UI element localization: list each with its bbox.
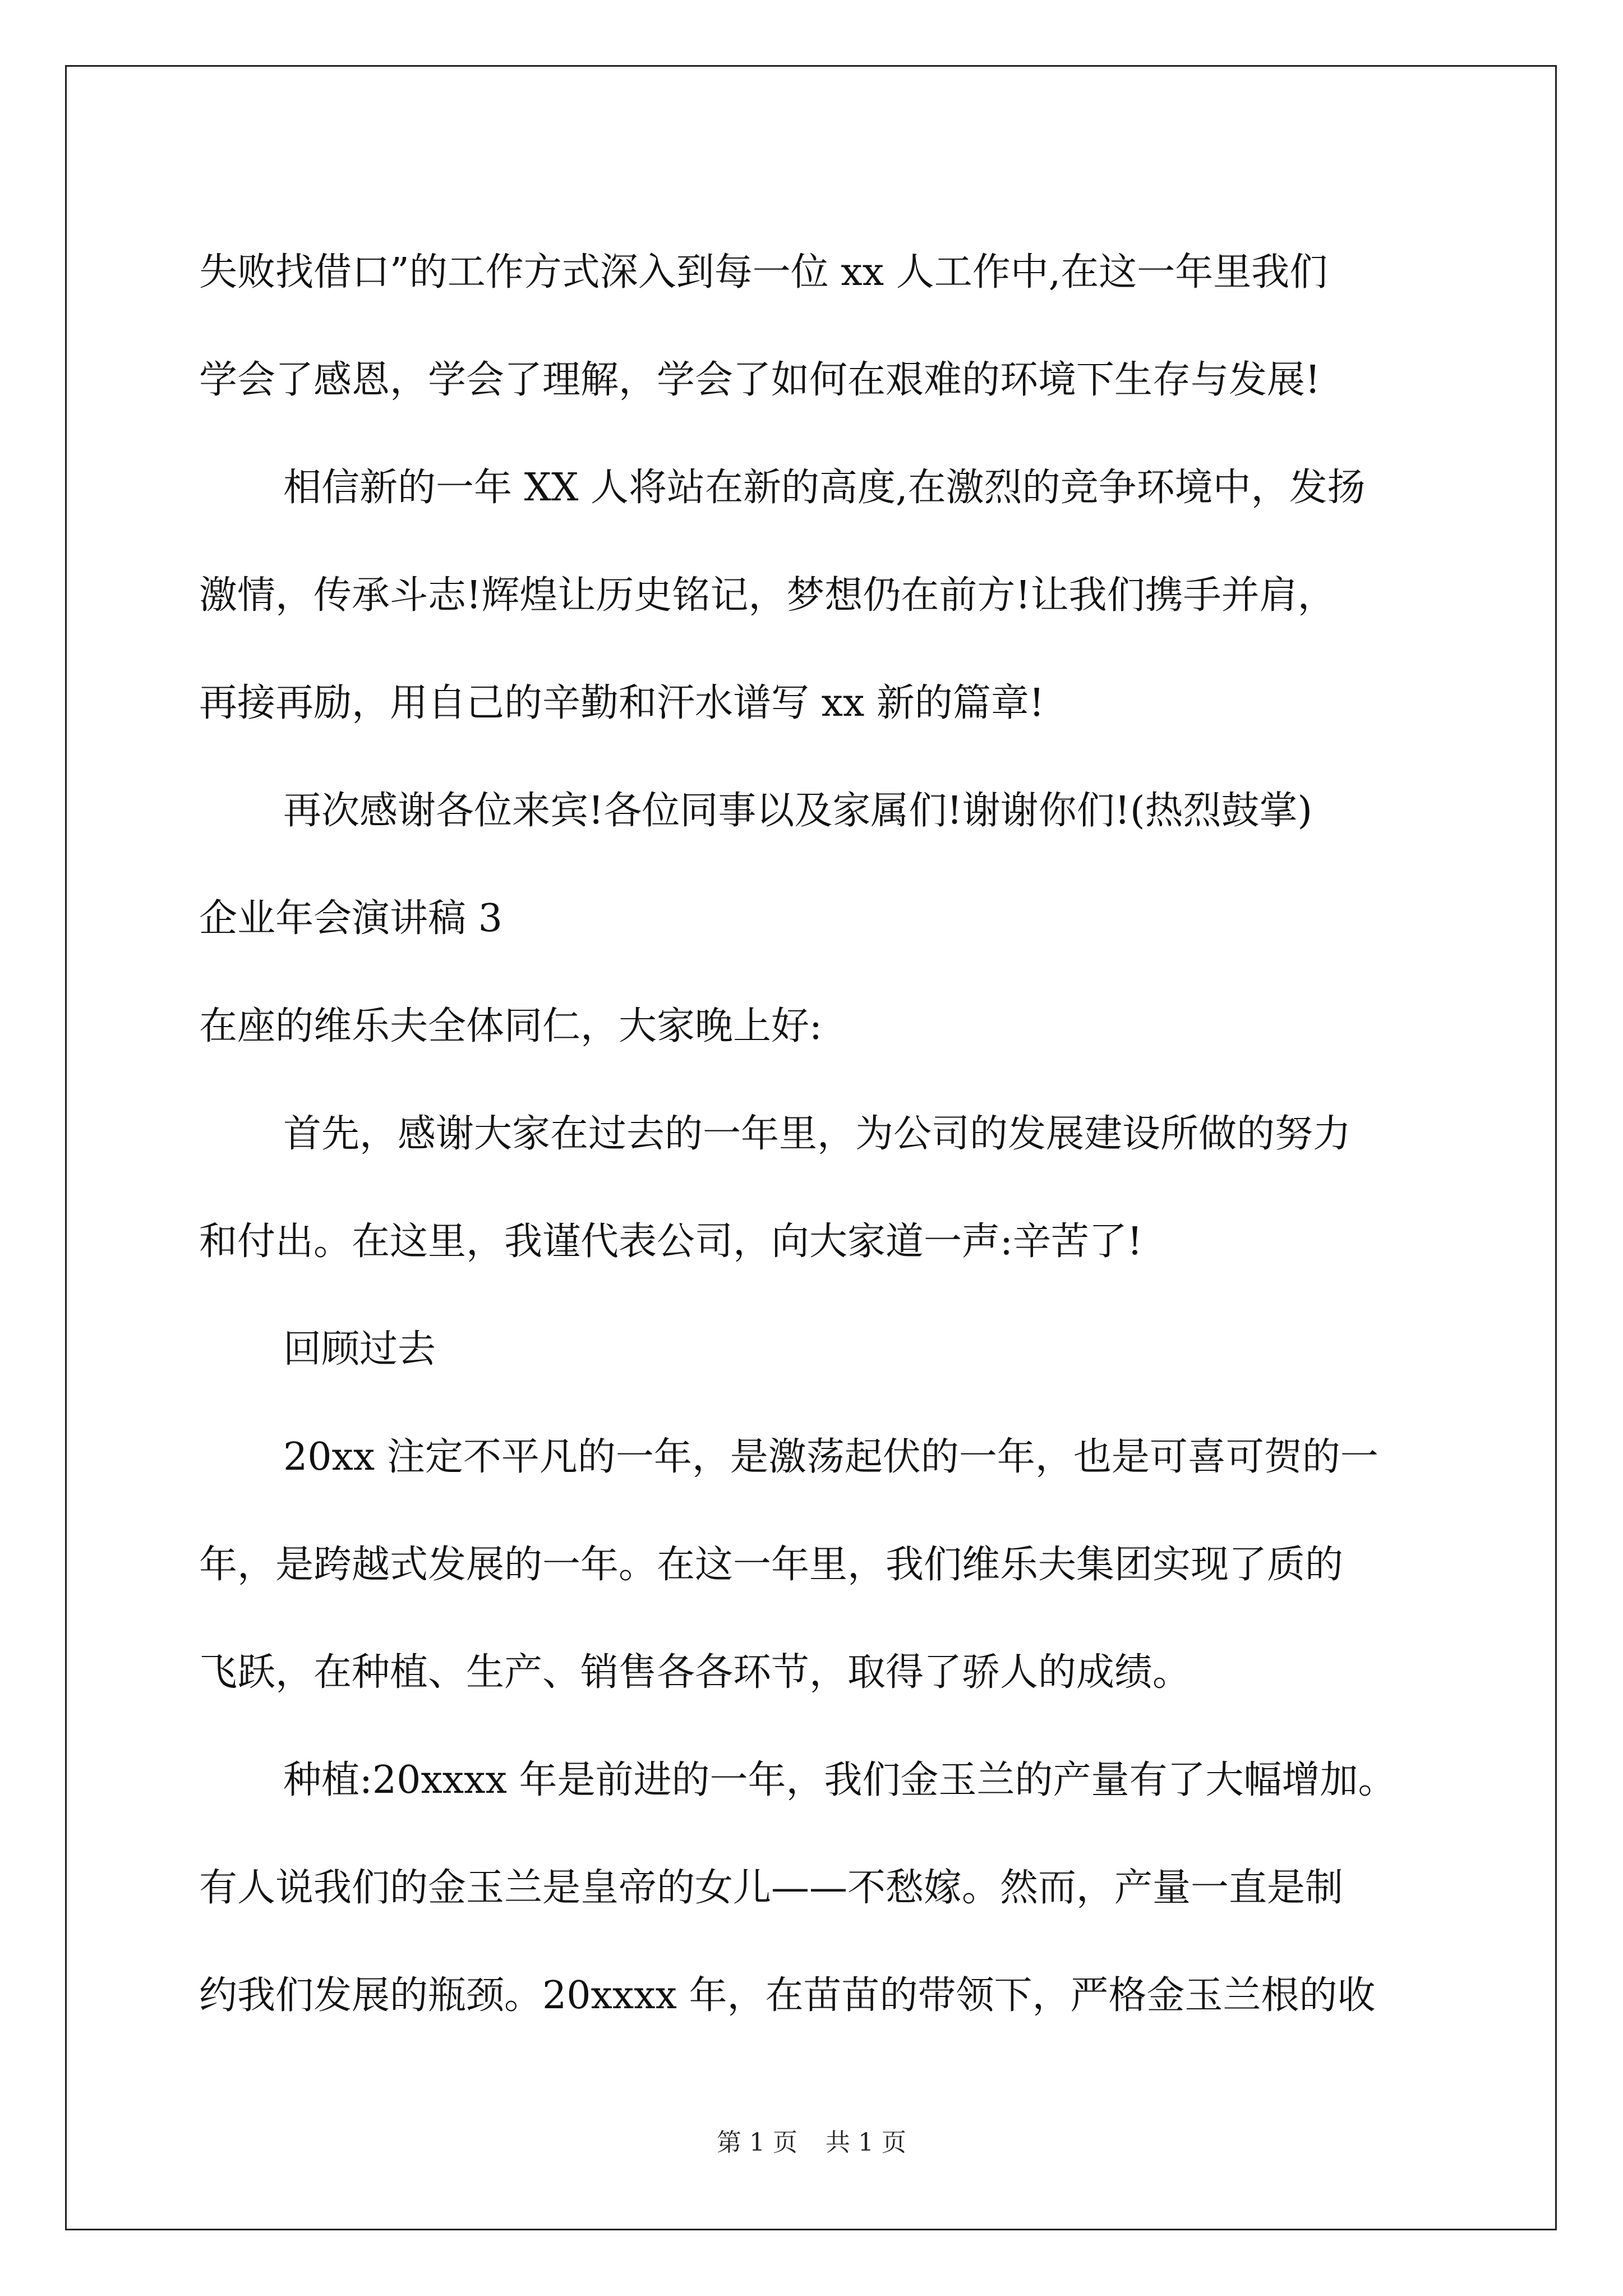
text-line: 和付出。在这里，我谨代表公司，向大家道一声:辛苦了! bbox=[199, 1220, 1143, 1264]
text-line: 有人说我们的金玉兰是皇帝的女儿——不愁嫁。然而，产量一直是制 bbox=[199, 1866, 1344, 1910]
text-line: 20xx 注定不平凡的一年，是激荡起伏的一年，也是可喜可贺的一 bbox=[283, 1435, 1378, 1479]
text-line: 约我们发展的瓶颈。20xxxx 年，在苗苗的带领下，严格金玉兰根的收 bbox=[199, 1973, 1376, 2018]
text-line: 激情，传承斗志!辉煌让历史铭记，梦想仍在前方!让我们携手并肩， bbox=[199, 573, 1336, 618]
text-line: 相信新的一年 XX 人将站在新的高度,在激烈的竞争环境中，发扬 bbox=[283, 466, 1366, 510]
text-line: 学会了感恩，学会了理解，学会了如何在艰难的环境下生存与发展! bbox=[199, 358, 1321, 402]
text-line: 年，是跨越式发展的一年。在这一年里，我们维乐夫集团实现了质的 bbox=[199, 1543, 1344, 1587]
page-number: 第 1 页 bbox=[717, 2128, 797, 2157]
text-line: 首先，感谢大家在过去的一年里，为公司的发展建设所做的努力 bbox=[283, 1112, 1352, 1156]
text-line: 失败找借口”的工作方式深入到每一位 xx 人工作中,在这一年里我们 bbox=[199, 250, 1328, 295]
text-line: 种植:20xxxx 年是前进的一年，我们金玉兰的产量有了大幅增加。 bbox=[283, 1758, 1396, 1802]
section-heading: 企业年会演讲稿 3 bbox=[199, 896, 502, 941]
document-body bbox=[199, 219, 1461, 2050]
greeting-line: 在座的维乐夫全体同仁，大家晚上好: bbox=[199, 1004, 822, 1048]
total-pages: 共 1 页 bbox=[826, 2128, 906, 2157]
text-line: 再接再励，用自己的辛勤和汗水谱写 xx 新的篇章! bbox=[199, 681, 1045, 725]
text-line: 再次感谢各位来宾!各位同事以及家属们!谢谢你们!(热烈鼓掌) bbox=[283, 789, 1313, 833]
subheading: 回顾过去 bbox=[283, 1327, 436, 1372]
text-line: 飞跃，在种植、生产、销售各各环节，取得了骄人的成绩。 bbox=[199, 1650, 1191, 1695]
page-footer bbox=[0, 2126, 1623, 2160]
